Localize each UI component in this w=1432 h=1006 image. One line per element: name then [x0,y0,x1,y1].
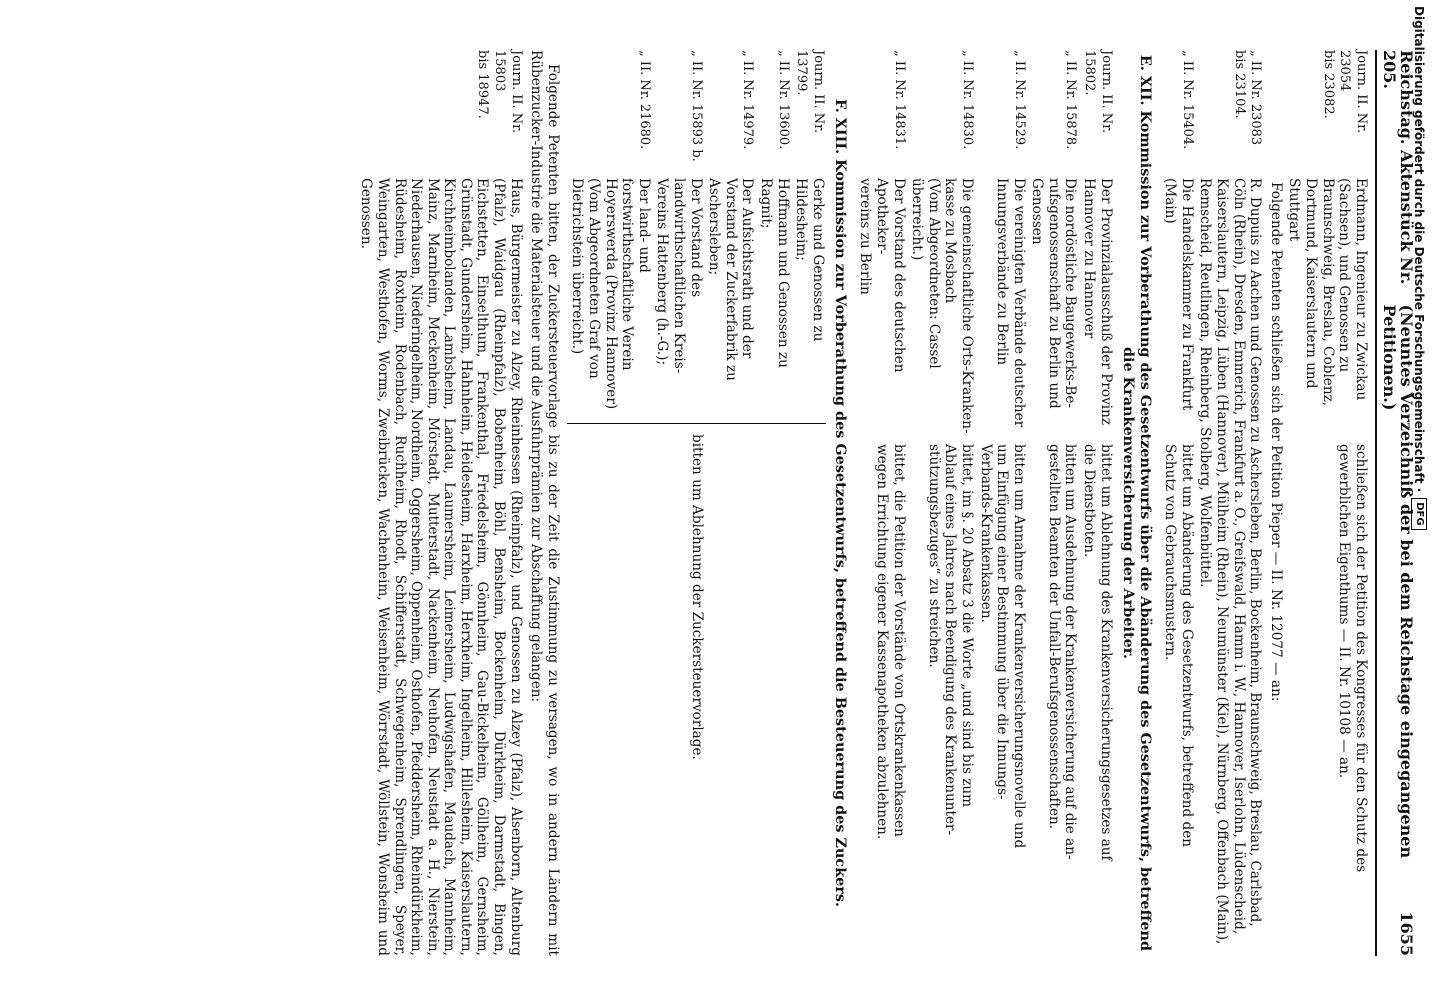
intro-paragraph: Folgende Petenten schließen sich der Petition Pieper — II. Nr. 12077 — an: [1267,182,1284,702]
intro-paragraph: Folgende Petenten bitten, der Zuckersteuervorlage bis zu der Zeit die Zustimmung zu versagen, wo in andern Ländern mit Rübenzucker-Industrie die Materialsteuer und die Ausfuhrprämien zur Abschaffung gelangen: [528,50,561,956]
journal-ref: „ II. Nr. 13600. [775,50,791,150]
petitioner: Die Handelskammer zu Frankfurt (Main) [1162,178,1195,411]
request: bittet, die Petition der Vorstände von Ortskrankenkassen wegen Errichtung eigener Kassenapotheken abzulehnen. [873,444,907,840]
petition-row [1029,50,1079,956]
journal-ref: „ II. Nr. 14529. [1011,50,1027,150]
journal-ref: Journ. II. Nr. 13799. [794,50,826,134]
petitioner-list: Haus, Bürgermeister zu Alzey, Rheinhessen (Rheinpfalz), und Genossen zu Alzey (Pfalz), Alsenborn, Altenburg (Pfalz), Waidgau (Rheinpfalz), Bobenheim, Böhl, Bensheim, Bockenheim, Dürkheim, Darmstadt, Bingen, Eichstetten, Einselthum, Frankenthal, Friedelsheim, Gönnheim, Gau-Bickelheim, Göllheim, Gernsheim, Grünstadt, Gundersheim, Hahnheim, Heidesheim, Harxheim, Herxheim, Ingelheim, Hillesheim, Kaiserslautern, Kirchheimbolanden, Lambsheim, Landau, Laumersheim, Leimersheim, Ludwigshafen, Maudach, Mannheim, Mainz, Marnheim, Meckenheim, Mörstadt, Mutterstadt, Nackenheim, Neuhofen, Neustadt a. H., Nierstein, Niederhausen, Niederingelheim, Nordheim, Oggersheim, Oppenheim, Osthofen, Pfeddersheim, Rheindürkheim, Rüdesheim, Roxheim, Rodenbach, Ruchheim, Rhodt, Schifferstadt, Schwegenheim, Sprendlingen, Speyer, Weingarten, Westhofen, Worms, Zweibrücken, Wachenheim, Weisenheim, Wörrstadt, Wöllstein, Wonsheim und Genossen. [358,178,524,956]
request: bittet, im §. 20 Absatz 3 die Worte „und sind bis zum Ablauf eines Jahres nach Beendigung des Krankenunter- stützungsbezuges“ zu streichen. [925,444,975,836]
group-request: bitten um Ablehnung der Zuckersteuervorlage. [688,434,705,760]
petition-row [358,50,524,956]
journal-ref: Journ. II. Nr. 15802. [1082,50,1114,134]
petitioner: R. Dupuis zu Aachen und Genossen zu Aschersleben, Berlin, Bockenheim, Braunschweig, Breslau, Carlsbad, Cöln (Rhein), Dresden, Emmerich, Frankfurt a. O., Greifswald, Hamm i. W., Hannover, Iserlohn, Lüdenscheid, Kaiserslautern, Leipzig, Lüben (Hannover), Mülheim (Rhein), Neumünster (Kiel), Nürnberg, Offenbach (Main), Remscheid, Reutlingen, Rheinberg, Stolberg, Wolfenbüttel. [1197,178,1264,945]
dfg-credit-text: Digitalisierung gefördert durch die Deutsche Forschungsgemeinschaft · [1412,6,1426,493]
petitioner: Der land- und forstwirthschaftliche Verein Hoyerswerda (Provinz Hannover) (Vom Abgeordneten Graf von Dietrichstein überreicht.) [569,178,652,410]
journal-ref: „ II. Nr. 23083 bis 23104. [1231,50,1264,146]
request: bittet um Abänderung des Gesetzentwurfs, betreffend den Schutz von Gebrauchsmustern. [1162,444,1195,848]
petitioner: Der Aufsichtsrath und der Vorstand der Zuckerfabrik zu Aschersleben; [706,178,756,381]
journal-ref: Journ. II. Nr. 15803 bis 18947. [475,50,524,134]
page-number: 1655 [1397,911,1416,956]
section-heading: F. XIII. Kommission zur Vorberathung des Gesetzentwurfs, betreffend die Besteuerung des Zuckers. [831,98,849,908]
petition-row [793,50,826,415]
petition-row [1197,50,1263,956]
petitioner: Erdmann, Ingenieur zu Zwickau (Sachsen), und Genossen zu Braunschweig, Breslau, Coblenz, Dortmund, Kaiserslautern und Stuttgart [1286,178,1369,407]
petition-row [654,50,704,415]
dfg-logo: DFG [1411,498,1427,529]
journal-ref: Journ. II. Nr. 23054 bis 23082. [1320,50,1369,134]
section-heading: E. XII. Kommission zur Vorberathung des Gesetzentwurfs über die Abänderung des Gesetzentwurfs, betreffend die Krankenversicherung der Arbeiter. [1119,54,1154,952]
journal-ref: „ II. Nr. 15878. [1063,50,1079,150]
journal-ref: „ II. Nr. 14830. [959,50,975,150]
petition-row [1162,50,1195,956]
petitioner: Die nordöstliche Baugewerks-Be- rufsgenossenschaft zu Berlin und Genossen [1029,178,1079,409]
petitioner: Der Vorstand des deutschen Apotheker- vereins zu Berlin [857,178,907,373]
petition-row [706,50,756,415]
header-center: (Neuntes Verzeichniß der bei dem Reichstage eingegangenen Petitionen.) [1380,304,1416,859]
petition-group [567,50,826,956]
request: bitten um Ausdehnung der Krankenversicherung auf die an- gestellten Beamten der Unfall-Berufsgenossenschaften. [1045,444,1079,860]
petitioner: Der Provinzialausschuß der Provinz Hannover zu Hannover [1081,178,1114,426]
petition-row [977,50,1027,956]
request: bitten um Annahme der Krankenversicherungsnovelle und um Einfügung einer Bestimmung über die Innungs- Verbands-Krankenkassen. [977,444,1027,849]
petitioner: Der Vorstand des landwirthschaftlichen Kreis-Vereins Hattenberg (h.-G.); [654,178,704,374]
petition-row [909,50,975,956]
journal-ref: „ II. Nr. 21680. [636,50,652,150]
journal-ref: „ II. Nr. 15893 b. [688,50,704,162]
request: bittet um Ablehnung des Krankenversicherungsgesetzes auf die Dienstboten. [1081,444,1114,861]
journal-ref: „ II. Nr. 14979. [740,50,756,150]
petition-row [1081,50,1114,956]
journal-ref: „ II. Nr. 14831. [891,50,907,150]
journal-ref: „ II. Nr. 15404. [1179,50,1195,150]
digitization-credit-strip [1406,0,1432,1000]
grouped-petitioners [567,50,826,424]
petition-row [757,50,790,415]
petitioner: Die vereinigten Verbände deutscher Innungsverbände zu Berlin [994,178,1027,428]
petition-row [1286,50,1369,956]
header-left: Reichstag. Aktenstück Nr. 205. [1380,50,1416,285]
petitioner: Hoffmann und Genossen zu Ragnit; [758,178,791,368]
petitioner: Die gemeinschaftliche Orts-Kranken- kasse zu Mosbach (Vom Abgeordneten: Cassel überreicht.) [909,178,975,434]
request: schließen sich der Petition des Kongresses für den Schutz des gewerblichen Eigenthums — II. Nr. 10108 — an. [1336,444,1369,873]
petition-row [569,50,652,415]
petitioner: Gerke und Genossen zu Hildesheim; [793,178,826,342]
petition-row [857,50,907,956]
